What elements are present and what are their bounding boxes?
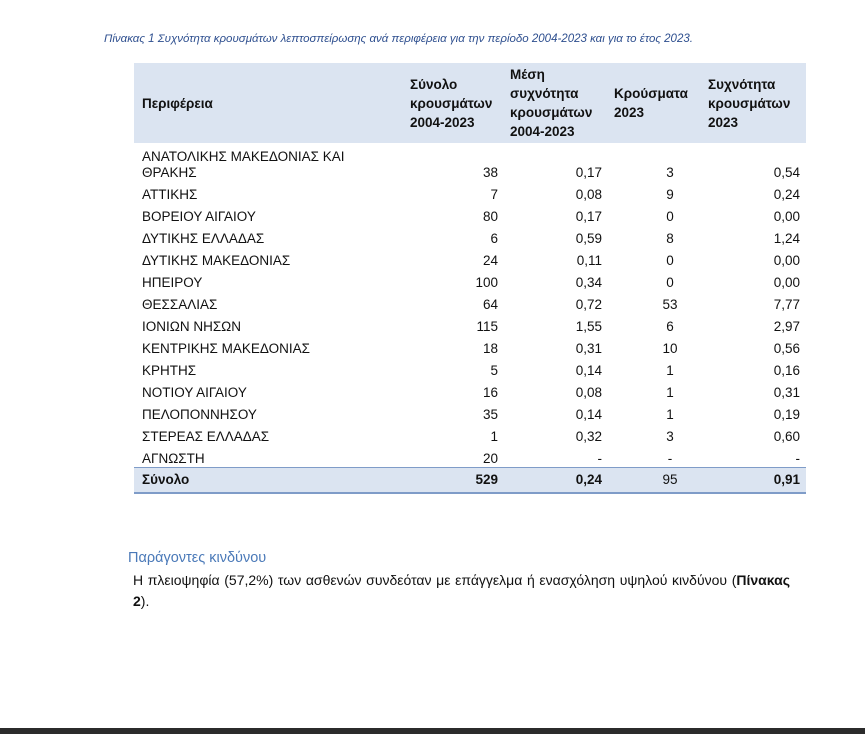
cell-cases-2023: 3 — [666, 429, 674, 444]
cell-region: ΒΟΡΕΙΟΥ ΑΙΓΑΙΟΥ — [142, 209, 256, 224]
table-row — [134, 225, 806, 247]
cell-freq-2023: 2,97 — [773, 319, 800, 334]
table-row — [134, 291, 806, 313]
cell-total: 64 — [482, 297, 498, 312]
table-row — [134, 143, 806, 181]
cell-mean: - — [597, 451, 602, 466]
table-row — [134, 181, 806, 203]
table-row — [134, 269, 806, 291]
header-total-cases: Σύνολο κρουσμάτων 2004-2023 — [404, 63, 504, 143]
cell-freq-2023: - — [795, 451, 800, 466]
cell-total: 1 — [490, 429, 498, 444]
cell-freq-2023: 7,77 — [773, 297, 800, 312]
header-frequency-2023: Συχνότητα κρουσμάτων 2023 — [702, 63, 806, 143]
table-row — [134, 335, 806, 357]
cell-region: ΗΠΕΙΡΟΥ — [142, 275, 203, 290]
cell-cases-2023: 3 — [666, 165, 674, 180]
cell-freq-2023: 0,00 — [773, 253, 800, 268]
cell-region: ΔΥΤΙΚΗΣ ΕΛΛΑΔΑΣ — [142, 231, 265, 246]
table-header-row — [134, 63, 806, 143]
cell-mean: 0,14 — [575, 363, 602, 378]
cell-total: 6 — [490, 231, 498, 246]
cell-total-label: Σύνολο — [134, 468, 404, 494]
leptospirosis-table — [134, 63, 806, 494]
cell-freq-2023: 0,56 — [773, 341, 800, 356]
cell-freq-2023: 0,31 — [773, 385, 800, 400]
cell-cases-2023: 8 — [666, 231, 674, 246]
cell-cases-2023: 0 — [666, 275, 674, 290]
cell-region: ΑΓΝΩΣΤΗ — [142, 451, 205, 466]
cell-region: ΠΕΛΟΠΟΝΝΗΣΟΥ — [142, 407, 257, 422]
cell-region: ΚΡΗΤΗΣ — [142, 363, 197, 378]
cell-region: ΑΤΤΙΚΗΣ — [142, 187, 198, 202]
cell-freq-2023: 0,60 — [773, 429, 800, 444]
cell-cases-2023: 6 — [666, 319, 674, 334]
cell-freq-2023: 0,54 — [773, 165, 800, 180]
cell-total: 24 — [482, 253, 498, 268]
table-row — [134, 401, 806, 423]
cell-total: 5 — [490, 363, 498, 378]
table-row — [134, 203, 806, 225]
cell-total: 20 — [482, 451, 498, 466]
cell-freq-2023: 0,24 — [773, 187, 800, 202]
cell-cases-2023: 10 — [662, 341, 678, 356]
cell-mean: 0,72 — [575, 297, 602, 312]
header-region: Περιφέρεια — [134, 63, 404, 143]
page-bottom-border — [0, 728, 865, 734]
cell-mean: 1,55 — [575, 319, 602, 334]
cell-total: 529 — [404, 468, 504, 494]
cell-total: 35 — [482, 407, 498, 422]
cell-mean: 0,24 — [504, 468, 608, 494]
table-row — [134, 357, 806, 379]
cell-freq-2023: 0,00 — [773, 275, 800, 290]
cell-region: ΚΕΝΤΡΙΚΗΣ ΜΑΚΕΔΟΝΙΑΣ — [142, 341, 310, 356]
cell-cases-2023: 0 — [666, 253, 674, 268]
cell-mean: 0,34 — [575, 275, 602, 290]
cell-mean: 0,11 — [576, 253, 602, 268]
cell-cases-2023: 1 — [666, 407, 674, 422]
cell-freq-2023: 0,91 — [702, 468, 806, 494]
cell-mean: 0,59 — [575, 231, 602, 246]
cell-region: ΝΟΤΙΟΥ ΑΙΓΑΙΟΥ — [142, 385, 247, 400]
cell-region: ΔΥΤΙΚΗΣ ΜΑΚΕΔΟΝΙΑΣ — [142, 253, 291, 268]
table-row — [134, 379, 806, 401]
cell-region: ΣΤΕΡΕΑΣ ΕΛΛΑΔΑΣ — [142, 429, 270, 444]
table-row — [134, 445, 806, 468]
section-heading: Παράγοντες κινδύνου — [128, 550, 267, 566]
cell-freq-2023: 0,19 — [773, 407, 800, 422]
cell-cases-2023: - — [667, 451, 673, 466]
cell-freq-2023: 0,16 — [773, 363, 800, 378]
cell-region: ΙΟΝΙΩΝ ΝΗΣΩΝ — [142, 319, 242, 334]
cell-freq-2023: 1,24 — [773, 231, 800, 246]
header-cases-2023: Κρούσματα 2023 — [608, 63, 702, 143]
cell-cases-2023: 9 — [666, 187, 674, 202]
section-paragraph: Η πλειοψηφία (57,2%) των ασθενών συνδεόταν με επάγγελμα ή ενασχόληση υψηλού κινδύνου (Πίνακας 2). — [133, 572, 790, 609]
cell-mean: 0,14 — [575, 407, 602, 422]
cell-freq-2023: 0,00 — [773, 209, 800, 224]
cell-region: ΑΝΑΤΟΛΙΚΗΣ ΜΑΚΕΔΟΝΙΑΣ ΚΑΙ ΘΡΑΚΗΣ — [142, 149, 345, 180]
table-body — [134, 143, 806, 493]
cell-mean: 0,17 — [575, 209, 602, 224]
cell-cases-2023: 95 — [608, 468, 702, 494]
table-caption: Πίνακας 1 Συχνότητα κρουσμάτων λεπτοσπείρωσης ανά περιφέρεια για την περίοδο 2004-2023 και για το έτος 2023. — [104, 33, 693, 45]
cell-total: 80 — [482, 209, 498, 224]
table-row — [134, 247, 806, 269]
cell-cases-2023: 53 — [662, 297, 678, 312]
table-reference: Πίνακας 2 — [133, 572, 790, 609]
cell-mean: 0,31 — [575, 341, 602, 356]
cell-cases-2023: 0 — [666, 209, 674, 224]
cell-mean: 0,08 — [575, 187, 602, 202]
cell-region: ΘΕΣΣΑΛΙΑΣ — [142, 297, 218, 312]
cell-mean: 0,32 — [575, 429, 602, 444]
cell-total: 16 — [482, 385, 498, 400]
table-total-row — [134, 468, 806, 494]
cell-total: 38 — [482, 165, 498, 180]
cell-total: 115 — [476, 319, 498, 334]
table-row — [134, 423, 806, 445]
cell-total: 18 — [482, 341, 498, 356]
header-mean-frequency: Μέση συχνότητα κρουσμάτων 2004-2023 — [504, 63, 608, 143]
cell-total: 100 — [475, 275, 498, 290]
table-row — [134, 313, 806, 335]
cell-mean: 0,17 — [575, 165, 602, 180]
cell-cases-2023: 1 — [666, 385, 674, 400]
cell-total: 7 — [490, 187, 498, 202]
cell-mean: 0,08 — [575, 385, 602, 400]
cell-cases-2023: 1 — [666, 363, 674, 378]
